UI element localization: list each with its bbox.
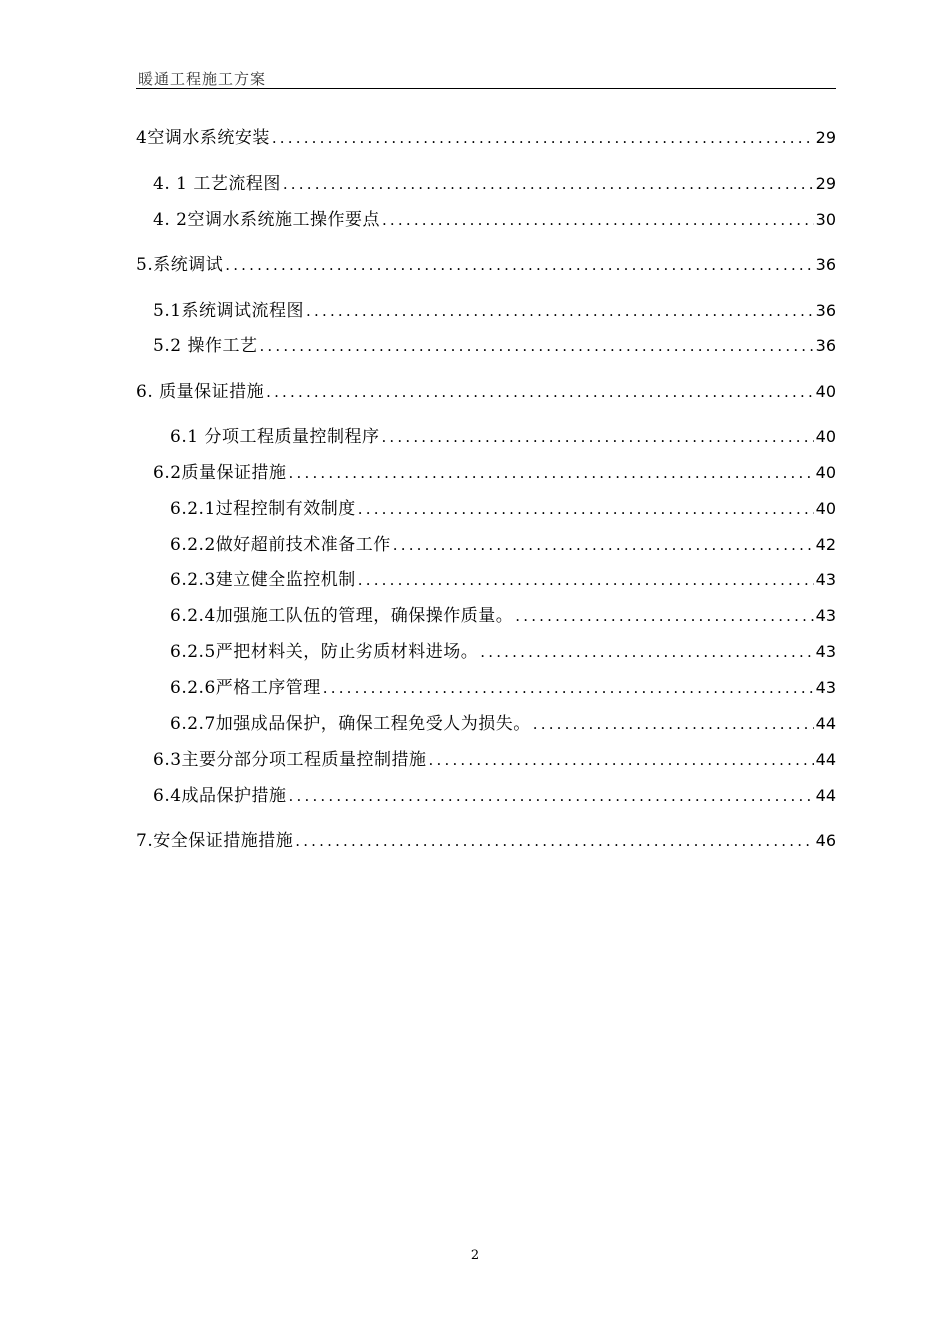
toc-entry-label: 5.2 操作工艺 xyxy=(153,336,258,356)
toc-entry-label: 6.2.7加强成品保护，确保工程免受人为损失。 xyxy=(170,714,531,734)
toc-leader-dots xyxy=(358,498,814,520)
toc-entry-page: 43 xyxy=(815,606,836,625)
page-number: 2 xyxy=(470,1248,480,1263)
toc-entry-page: 44 xyxy=(815,714,836,733)
toc-entry[interactable] xyxy=(153,462,836,484)
toc-entry[interactable] xyxy=(136,830,836,852)
toc-entry-page: 43 xyxy=(815,570,836,589)
toc-entry[interactable] xyxy=(153,749,836,771)
toc-entry-page: 40 xyxy=(815,499,836,518)
toc-entry[interactable] xyxy=(136,254,836,276)
toc-leader-dots xyxy=(381,426,813,448)
toc-entry[interactable] xyxy=(170,569,836,591)
toc-entry[interactable] xyxy=(136,381,836,403)
toc-leader-dots xyxy=(358,569,814,591)
toc-entry-page: 40 xyxy=(815,382,836,401)
toc-entry-page: 46 xyxy=(815,831,836,850)
toc-entry-page: 36 xyxy=(815,336,836,355)
toc-entry-label: 6.2.3建立健全监控机制 xyxy=(170,570,356,590)
toc-leader-dots xyxy=(283,173,814,195)
toc-entry-page: 36 xyxy=(815,301,836,320)
toc-leader-dots xyxy=(515,605,813,627)
toc-entry-label: 6.1 分项工程质量控制程序 xyxy=(170,427,380,447)
toc-entry-page: 40 xyxy=(815,427,836,446)
toc-entry-page: 36 xyxy=(815,255,836,274)
toc-entry-page: 29 xyxy=(815,174,836,193)
toc-leader-dots xyxy=(480,641,813,663)
toc-entry[interactable] xyxy=(170,498,836,520)
toc-entry[interactable] xyxy=(170,605,836,627)
toc-entry[interactable] xyxy=(170,641,836,663)
toc-leader-dots xyxy=(272,127,814,149)
toc-entry-page: 44 xyxy=(815,786,836,805)
toc-entry-label: 7.安全保证措施措施 xyxy=(136,831,294,851)
toc-entry-label: 6.2.4加强施工队伍的管理，确保操作质量。 xyxy=(170,606,514,626)
toc-entry-label: 6.4成品保护措施 xyxy=(153,786,287,806)
page-header xyxy=(136,68,836,89)
toc-leader-dots xyxy=(323,677,814,699)
toc-entry-label: 4. 2空调水系统施工操作要点 xyxy=(153,210,380,230)
toc-entry-label: 5.1系统调试流程图 xyxy=(153,301,305,321)
toc-leader-dots xyxy=(259,335,813,357)
toc-entry[interactable] xyxy=(170,534,836,556)
toc-entry-page: 44 xyxy=(815,750,836,769)
toc-leader-dots xyxy=(289,462,814,484)
toc-entry-label: 6.2.1过程控制有效制度 xyxy=(170,499,356,519)
toc-leader-dots xyxy=(533,713,814,735)
toc-leader-dots xyxy=(429,749,814,771)
toc-entry-page: 43 xyxy=(815,642,836,661)
toc-entry-label: 4. 1 工艺流程图 xyxy=(153,174,281,194)
toc-entry-page: 29 xyxy=(815,128,836,147)
toc-entry-label: 4空调水系统安装 xyxy=(136,128,270,148)
toc-leader-dots xyxy=(266,381,814,403)
toc-entry-page: 30 xyxy=(815,210,836,229)
toc-entry-page: 43 xyxy=(815,678,836,697)
toc-entry-label: 6.2.5严把材料关，防止劣质材料进场。 xyxy=(170,642,479,662)
toc-leader-dots xyxy=(295,830,813,852)
toc-entry[interactable] xyxy=(153,209,836,231)
header-title: 暖通工程施工方案 xyxy=(138,70,267,88)
toc-entry[interactable] xyxy=(170,713,836,735)
toc-entry-label: 6.2质量保证措施 xyxy=(153,463,287,483)
toc-leader-dots xyxy=(393,534,814,556)
toc-entry[interactable] xyxy=(153,300,836,322)
toc-entry-label: 6.3主要分部分项工程质量控制措施 xyxy=(153,750,427,770)
toc-leader-dots xyxy=(225,254,813,276)
toc-entry[interactable] xyxy=(153,335,836,357)
toc-entry-label: 6.2.2做好超前技术准备工作 xyxy=(170,535,391,555)
toc-entry[interactable] xyxy=(170,677,836,699)
toc-entry[interactable] xyxy=(170,426,836,448)
toc-leader-dots xyxy=(382,209,814,231)
toc-leader-dots xyxy=(306,300,814,322)
toc-entry-label: 5.系统调试 xyxy=(136,255,224,275)
toc-entry[interactable] xyxy=(153,785,836,807)
toc-entry-page: 42 xyxy=(815,535,836,554)
toc-entry-label: 6. 质量保证措施 xyxy=(136,382,265,402)
toc-entry[interactable] xyxy=(153,173,836,195)
toc-entry-page: 40 xyxy=(815,463,836,482)
toc-entry[interactable] xyxy=(136,127,836,149)
toc-entry-label: 6.2.6严格工序管理 xyxy=(170,678,321,698)
toc-leader-dots xyxy=(289,785,814,807)
